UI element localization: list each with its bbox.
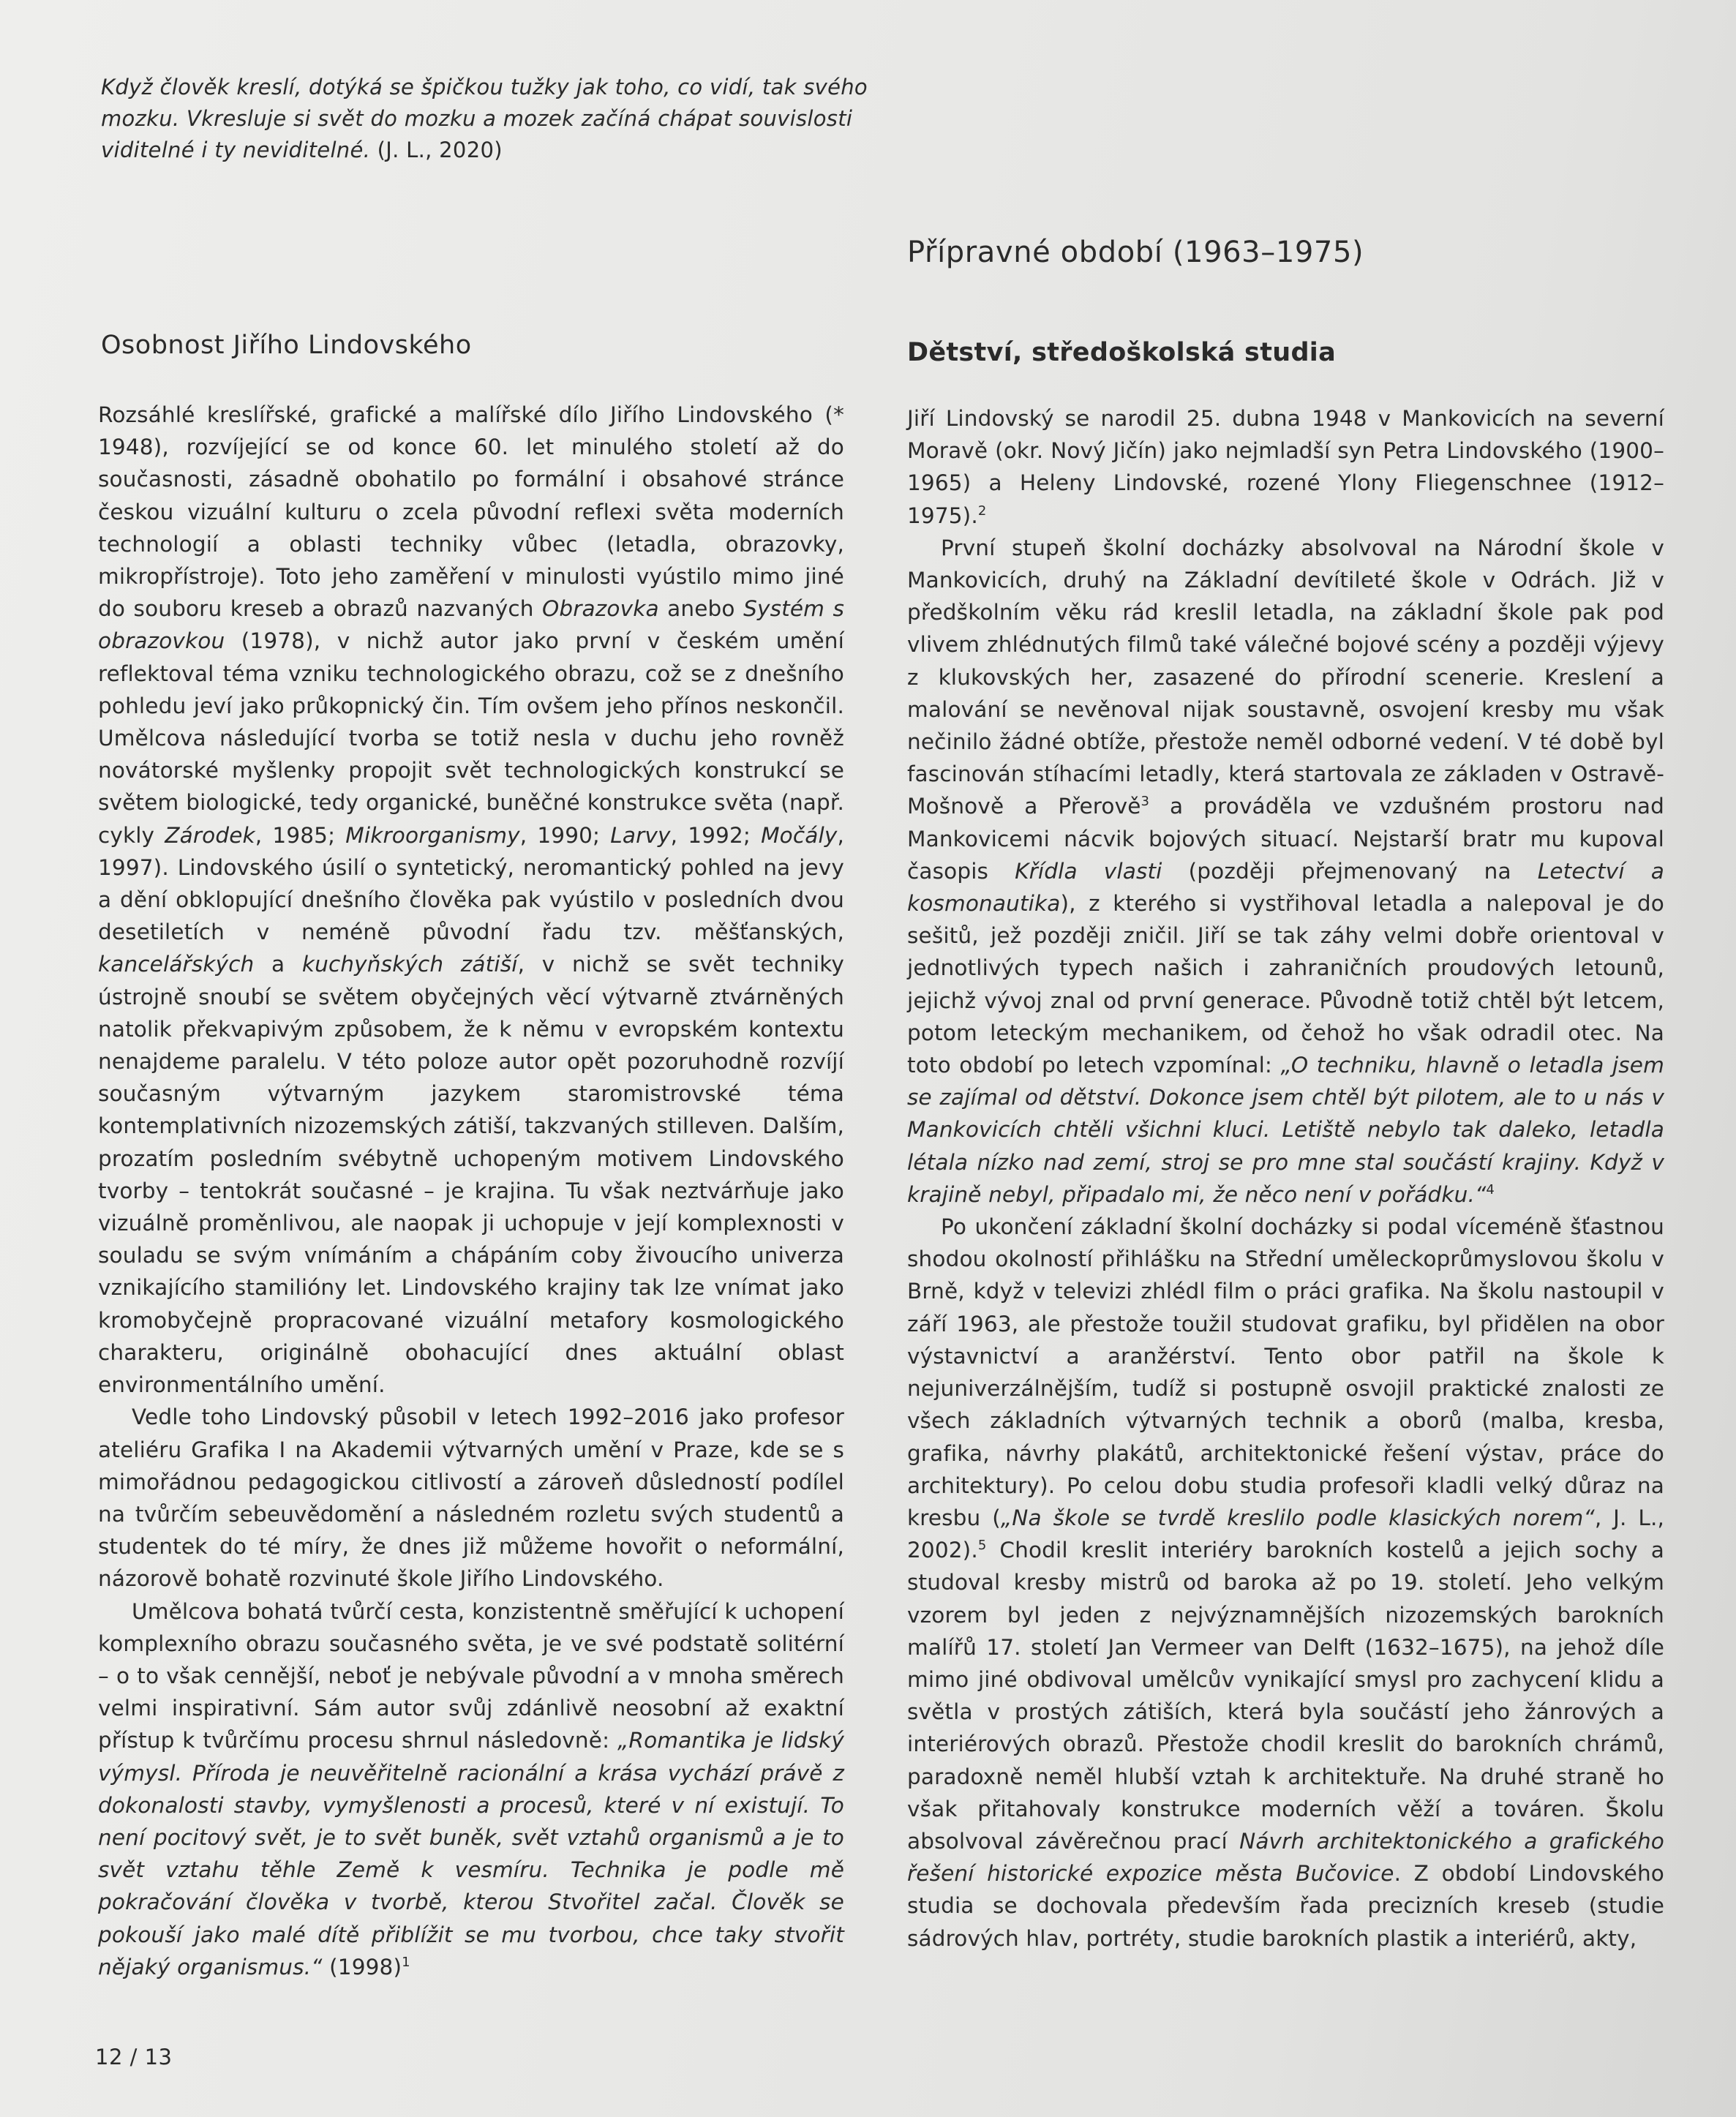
quote: „Romantika je lidský výmysl. Příroda je neuvěřitelně racionální a krása vychází právě z dokonalosti stavby, vymyšlenosti a procesů, které v ní existují. To není pocitový svět, je to svět buněk, svět vztahů organismů a je to svět vztahu těhle Země k vesmíru. Technika je podle mě pokračování člověka v tvorbě, kterou Stvořitel začal. Člověk se pokouší jako malé dítě přiblížit se mu tvorbou, chce taky stvořit nějaký organismus.“ <box>98 1728 844 1979</box>
text-run: . Z období Lindovského studia se dochovala především řada precizních kreseb (studie sádrových hlav, portréty, studie barokních plastik a interiérů, akty, <box>907 1861 1664 1951</box>
text-run: anebo <box>658 596 744 622</box>
right-column <box>907 402 1664 1955</box>
text-run: Po ukončení základní školní docházky si podal víceméně šťastnou shodou okolností přihlášku na Střední uměleckoprůmyslovou školu v Brně, když v televizi zhlédl film o práci grafika. Na školu nastoupil v září 1963, ale přestože toužil studovat grafiku, byl přidělen na obor výstavnictví a aranžérství. Tento obor patřil na škole k nejuniverzálnějším, tudíž si postupně osvojil praktické znalosti ze všech základních výtvarných technik a oborů (malba, kresba, grafika, návrhy plakátů, architektonické řešení výstav, práce do architektury). Po celou dobu studia profesoři kladli velký důraz na kresbu ( <box>907 1214 1664 1530</box>
quote: „O techniku, hlavně o letadla jsem se zajímal od dětství. Dokonce jsem chtěl být pilotem, ale to u nás v Mankovicích chtěli všichni kluci. Letiště nebylo tak daleko, letadla létala nízko nad zemí, stroj se pro mne stal součástí krajiny. Když v krajině nebyl, připadalo mi, že něco není v pořádku.“ <box>907 1053 1664 1207</box>
work-title: Návrh architektonického a grafického řešení historické expozice města Bučovice <box>907 1828 1664 1887</box>
paragraph <box>98 1595 844 1983</box>
text-run: , 1992; <box>670 822 762 848</box>
text-run: ), z kterého si vystřihoval letadla a nalepoval je do sešitů, jež později zničil. Jiří se tak záhy velmi dobře orientoval v jednotlivých typech našich i zahraničních proudových letounů, jejichž vývoj znal od první generace. Původně totiž chtěl být letcem, potom leteckým mechanikem, od čehož ho však odradil otec. Na toto období po letech vzpomínal: <box>907 891 1664 1078</box>
magazine-title: Letectví a kosmonautika <box>907 858 1664 917</box>
magazine-title: Křídla vlasti <box>1015 858 1162 884</box>
artwork-title: Zárodek <box>165 822 255 848</box>
motto-quote: Když člověk kreslí, dotýká se špičkou tužky jak toho, co vidí, tak svého mozku. Vkresluje si svět do mozku a mozek začíná chápat souvislosti viditelné i ty neviditelné. <box>101 75 868 162</box>
motto-source: (J. L., 2020) <box>377 138 503 162</box>
section-title: Přípravné období (1963–1975) <box>907 236 1364 269</box>
text-run: Rozsáhlé kreslířské, grafické a malířské dílo Jiřího Lindovského (* 1948), rozvíjející se od konce 60. let minulého století až do současnosti, zásadně obohatilo po formální i obsahové stránce českou vizuální kulturu o zcela původní reflexi světa moderních technologií a oblasti techniky vůbec (letadla, obrazovky, mikropřístroje). Toto jeho zaměření v minulosti vyústilo mimo jiné do souboru kreseb a obrazů nazvaných <box>98 402 844 622</box>
text-run: (1978), v nichž autor jako první v českém umění reflektoval téma vzniku technologického obrazu, což se z dnešního pohledu jeví jako průkopnický čin. Tím ovšem jeho přínos neskončil. Umělcova následující tvorba se totiž nesla v duchu jeho rovněž novátorské myšlenky propojit svět technologických konstrukcí se světem biologické, tedy organické, buněčné konstrukce světa (např. cykly <box>98 628 844 848</box>
text-run: , 1985; <box>255 822 346 848</box>
page-number: 12 / 13 <box>95 2045 173 2069</box>
text-run: Chodil kreslit interiéry barokních kostelů a jejich sochy a studoval kresby mistrů od baroka až po 19. století. Jeho velkým vzorem byl jeden z nejvýznamnějších nizozemských barokních malířů 17. století Jan Vermeer van Delft (1632–1675), na jehož díle mimo jiné obdivoval umělcův vynikající smysl pro zachycení klidu a světla v prostých zátiších, která byla součástí jeho žánrových a interiérových obrazů. Přestože chodil kreslit do barokních chrámů, paradoxně neměl hlubší vztah k architektuře. Na druhé straně ho však přitahovaly konstrukce moderních věží a továren. Školu absolvoval závěrečnou prací <box>907 1538 1664 1854</box>
artwork-title: Larvy <box>610 822 671 848</box>
left-heading: Osobnost Jiřího Lindovského <box>101 331 472 360</box>
left-column <box>98 399 844 1983</box>
text-run: , J. L., 2002). <box>907 1505 1664 1563</box>
artwork-title: Močály <box>761 822 838 848</box>
artwork-title: Systém s obrazovkou <box>98 596 844 654</box>
text-run: a prováděla ve vzdušném prostoru nad Mankovicemi nácvik bojových situací. Nejstarší bratr mu kupoval časopis <box>907 794 1664 884</box>
artwork-title: kancelářských <box>98 952 255 977</box>
text-run: , 1990; <box>519 822 611 848</box>
artwork-title: Obrazovka <box>542 596 659 622</box>
artwork-title: Mikroorganismy <box>345 822 520 848</box>
paragraph <box>907 402 1664 532</box>
text-run: , v nichž se svět techniky ústrojně snoubí se světem obyčejných věcí výtvarně ztvárněných natolik překvapivým způsobem, že k němu v evropském kontextu nenajdeme paralelu. V této poloze autor opět pozoruhodně rozvíjí současným výtvarným jazykem staromistrovské téma kontemplativních nizozemských zátiší, takzvaných stilleven. Dalším, prozatím posledním svébytně uchopeným motivem Lindovského tvorby – tentokrát současné – je krajina. Tu však neztvárňuje jako vizuálně proměnlivou, ale naopak ji uchopuje v její komplexnosti v souladu se svým vnímáním a chápáním coby živoucího univerza vznikajícího stamilióny let. Lindovského krajiny tak lze vnímat jako kromobyčejně propracované vizuální metafory kosmologického charakteru, originálně obohacující dnes aktuální oblast environmentálního umění. <box>98 952 844 1398</box>
footnote-ref: 2 <box>977 503 987 519</box>
footnote-ref: 4 <box>1486 1182 1495 1198</box>
text-run: , 1997). Lindovského úsilí o syntetický, neromantický pohled na jevy a dění obklopující dnešního člověka pak vyústilo v posledních dvou desetiletích v neméně původní řadu tzv. měšťanských, <box>98 822 844 945</box>
footnote-ref: 1 <box>402 1954 410 1970</box>
right-heading: Dětství, středoškolská studia <box>907 338 1337 367</box>
footnote-ref: 5 <box>977 1538 987 1554</box>
paragraph <box>907 1211 1664 1955</box>
text-run: Umělcova bohatá tvůrčí cesta, konzistentně směřující k uchopení komplexního obrazu současného světa, je ve své podstatě solitérní – o to však cennější, neboť je nebývale původní a v mnoha směrech velmi inspirativní. Sám autor svůj zdánlivě neosobní až exaktní přístup k tvůrčímu procesu shrnul následovně: <box>98 1598 844 1753</box>
artwork-title: kuchyňských zátiší <box>301 952 518 977</box>
motto <box>101 72 891 166</box>
text-run: (později přejmenovaný na <box>1162 858 1538 884</box>
text-run: (1998) <box>322 1954 402 1979</box>
text-run: Jiří Lindovský se narodil 25. dubna 1948 v Mankovicích na severní Moravě (okr. Nový Jičín) jako nejmladší syn Petra Lindovského (1900–1965) a Heleny Lindovské, rozené Ylony Fliegenschnee (1912–1975). <box>907 406 1664 528</box>
quote: „Na škole se tvrdě kreslilo podle klasických norem“ <box>1000 1505 1595 1530</box>
text-run: První stupeň školní docházky absolvoval na Národní škole v Mankovicích, druhý na Základní devítileté škole v Odrách. Již v předškolním věku rád kreslil letadla, na základní škole pak pod vlivem zhlédnutých filmů také válečné bojové scény a později výjevy z klukovských her, zasazené do přírodní scenerie. Kreslení a malování se nevěnoval nijak soustavně, osvojení kresby mu však nečinilo žádné obtíže, přestože neměl odborné vedení. V té době byl fascinován stíhacími letadly, která startovala ze základen v Ostravě-Mošnově a Přerově <box>907 535 1664 819</box>
text-run: a <box>254 952 302 977</box>
paragraph <box>98 399 844 1401</box>
footnote-ref: 3 <box>1141 794 1150 810</box>
paragraph: Vedle toho Lindovský působil v letech 1992–2016 jako profesor ateliéru Grafika I na Akademii výtvarných umění v Praze, kde se s mimořádnou pedagogickou citlivostí a zároveň důsledností podílel na tvůrčím sebeuvědomění a následném rozletu svých studentů a studentek do té míry, že dnes již můžeme hovořit o neformální, názorově bohatě rozvinuté škole Jiřího Lindovského. <box>98 1405 844 1592</box>
paragraph <box>907 532 1664 1211</box>
